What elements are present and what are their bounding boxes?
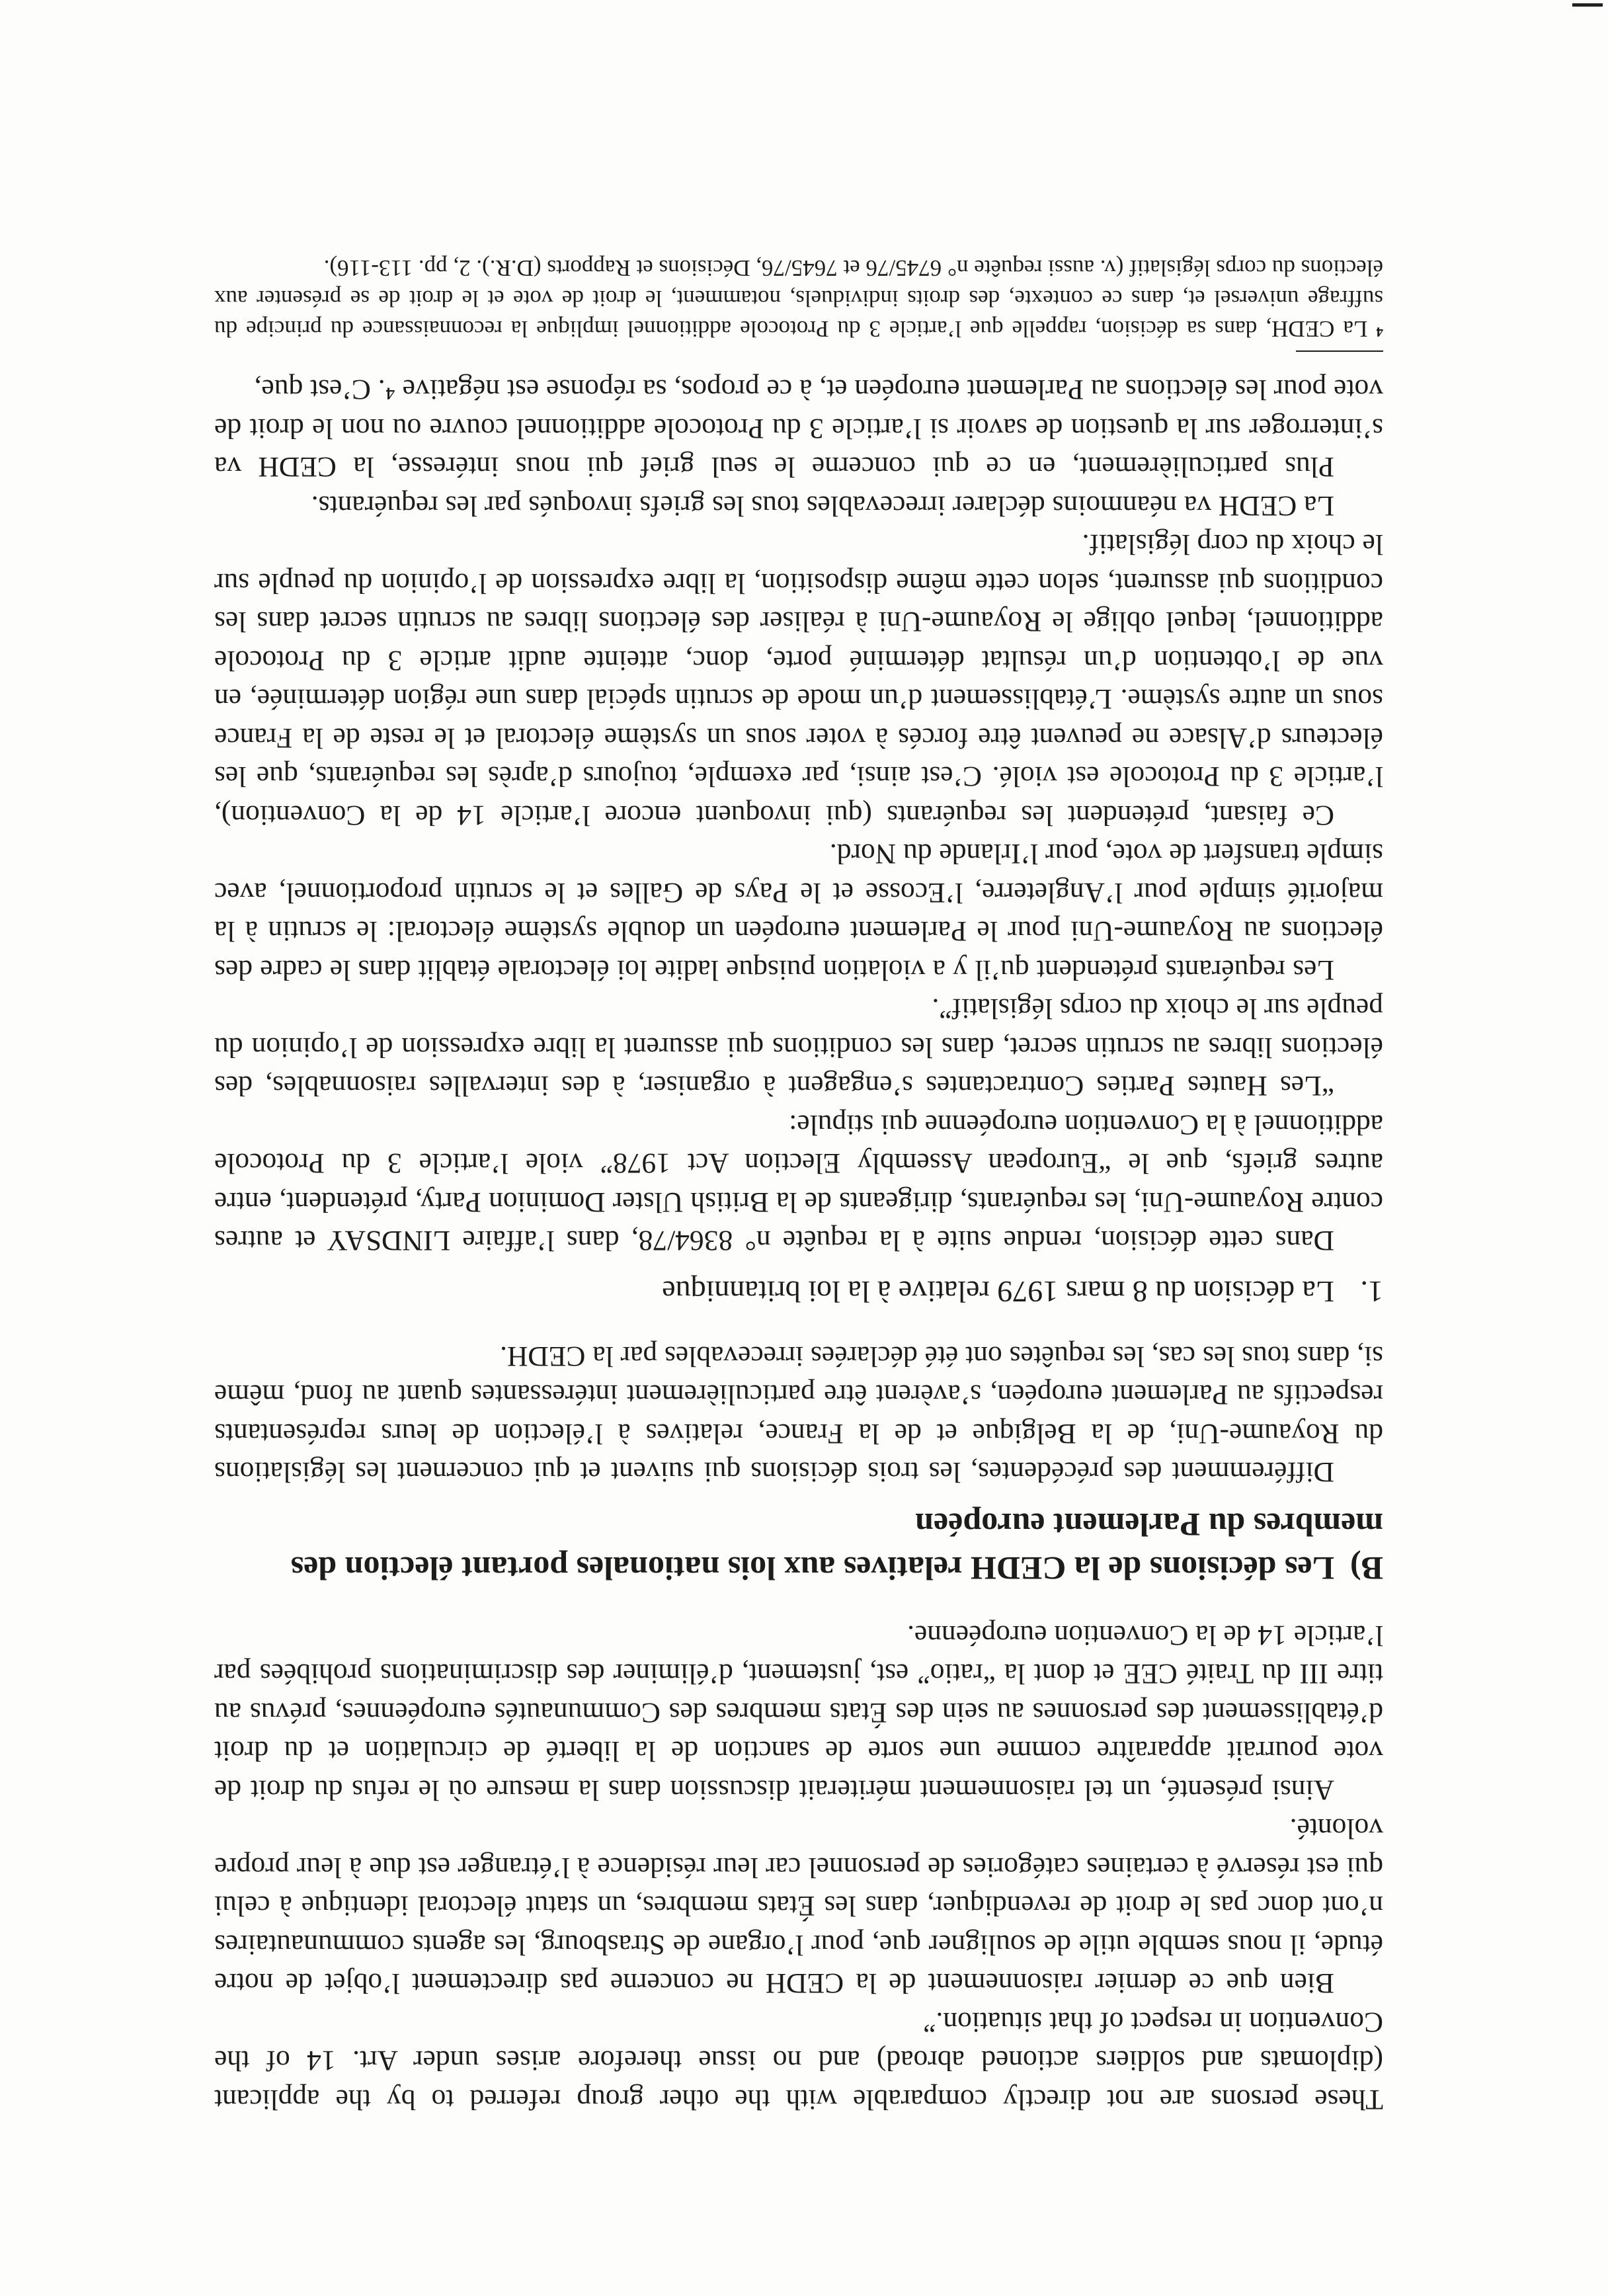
section-title: Les décisions de la CEDH relatives aux lois nationales portant élection des membres du Parlement européen (290, 1506, 1383, 1588)
paragraph-intro: Différemment des précédentes, les trois décisions qui suivent et qui concernent les législations du Royaume-Uni, de la Belgique et de la France, relatives à l’élection de leurs représentants respectifs au Parlement européen, s’avèrent être particulièrement intéressantes quant au fond, même si, dans tous les cas, les requêtes ont été déclarées irrecevables par la CEDH. (214, 1340, 1383, 1489)
paragraph-ruling: La CEDH va néanmoins déclarer irrecevables tous les griefs invoqués par les requérants. (311, 490, 1334, 522)
scan-edge-mark (1572, 3, 1603, 7)
section-number: B) (1350, 1550, 1383, 1588)
footnote-marker: ⁴ (1376, 316, 1383, 342)
section-heading (214, 1504, 1383, 1591)
paragraph-argument: Ce faisant, prétendent les requérants (qui invoquent encore l’article 14 de la Convention), l’article 3 du Protocole est violé. C’est ainsi, par exemple, toujours d’après les requérants, que les électeurs d’Alsace ne peuvent être forcés à voter sous un système électoral et le reste de la France sous un autre système. L’établissement d’un mode de scrutin spécial dans une région déterminée, en vue de l’obtention d’un résultat déterminé porte, donc, atteinte audit article 3 du Protocole additionnel, lequel oblige le Royaume-Uni à réaliser des élections libres au scrutin secret dans les conditions qui assurent, selon cette même disposition, la libre expression de l’opinion du peuple sur le choix du corp législatif. (214, 528, 1383, 831)
subsection-title: La décision du 8 mars 1979 relative à la loi britannique (662, 1275, 1334, 1309)
paragraph-question: Plus particulièrement, en ce qui concerne le seul grief qui nous intéresse, la CEDH va s’interroger sur la question de savoir si l’article 3 du Protocole additionnel couvre ou non le droit de vote pour les élections au Parlement européen et, à ce propos, sa réponse est négative ⁴. C’est que, (214, 374, 1383, 483)
footnote (214, 253, 1383, 344)
paragraph-case: Dans cette décision, rendue suite à la requête n° 8364/78, dans l’affaire LINDSAY et autres contre Royaume-Uni, les requérants, dirigeants de la British Ulster Dominion Party, prétendent, entre autres griefs, que le “European Assembly Election Act 1978” viole l’article 3 du Protocole additionnel à la Convention européenne qui stipule: (214, 1109, 1383, 1257)
paragraph-commentary: Bien que ce dernier raisonnement de la CEDH ne concerne pas directement l’objet de notre étude, il nous semble utile de souligner que, pour l’organe de Strasbourg, les agents communautaires n’ont donc pas le droit de revendiquer, dans les États membres, un statut électoral identique à celui qui est réservé à certaines catégories de personnel car leur résidence à l’étranger est due à leur propre volonté. (214, 1813, 1383, 2000)
footnote-divider (1296, 350, 1383, 352)
subsection-heading (214, 1272, 1383, 1312)
quoted-article: “Les Hautes Parties Contractantes s’engagent à organiser, à des intervalles raisonnables, des élections libres au scrutin secret, dans les conditions qui assurent la libre expression de l’opinion du peuple sur le choix du corps législatif”. (214, 993, 1383, 1102)
paragraph-discussion: Ainsi présenté, un tel raisonnement mériterait discussion dans la mesure où le refus du droit de vote pourrait apparaître comme une sorte de sanction de la liberté de circulation et du droit d’établissement des personnes au sein des États membres des Communautés européennes, prévus au titre III du Traité CEE et dont la “ratio” est, justement, d’éliminer des discriminations prohibées par l’article 14 de la Convention européenne. (214, 1620, 1383, 1806)
page-body (214, 253, 1383, 2119)
subsection-number: 1. (1360, 1275, 1383, 1309)
paragraph-claims: Les requérants prétendent qu’il y a violation puisque ladite loi électorale établit dans le cadre des élections au Royaume-Uni pour le Parlement européen un double système électoral: le scrutin à la majorité simple pour l’Angleterre, l’Ecosse et le Pays de Galles et le scrutin proportionnel, avec simple transfert de vote, pour l’Irlande du Nord. (214, 838, 1383, 986)
footnote-text: La CEDH, dans sa décision, rappelle que l’article 3 du Protocole additionnel implique la reconnaissance du principe du suffrage universel et, dans ce contexte, des droits individuels, notamment, le droit de vote et le droit de se présenter aux élections du corps législatif (v. aussi requête n° 6745/76 et 7645/76, Décisions et Rapports (D.R.). 2, pp. 113-116). (214, 255, 1383, 342)
paragraph-quoted-ending: These persons are not directly comparable with the other group referred to by the applicant (diplomats and soldiers actioned abroad) and no issue therefore arises under Art. 14 of the Convention in respect of that situation.” (214, 2006, 1383, 2115)
